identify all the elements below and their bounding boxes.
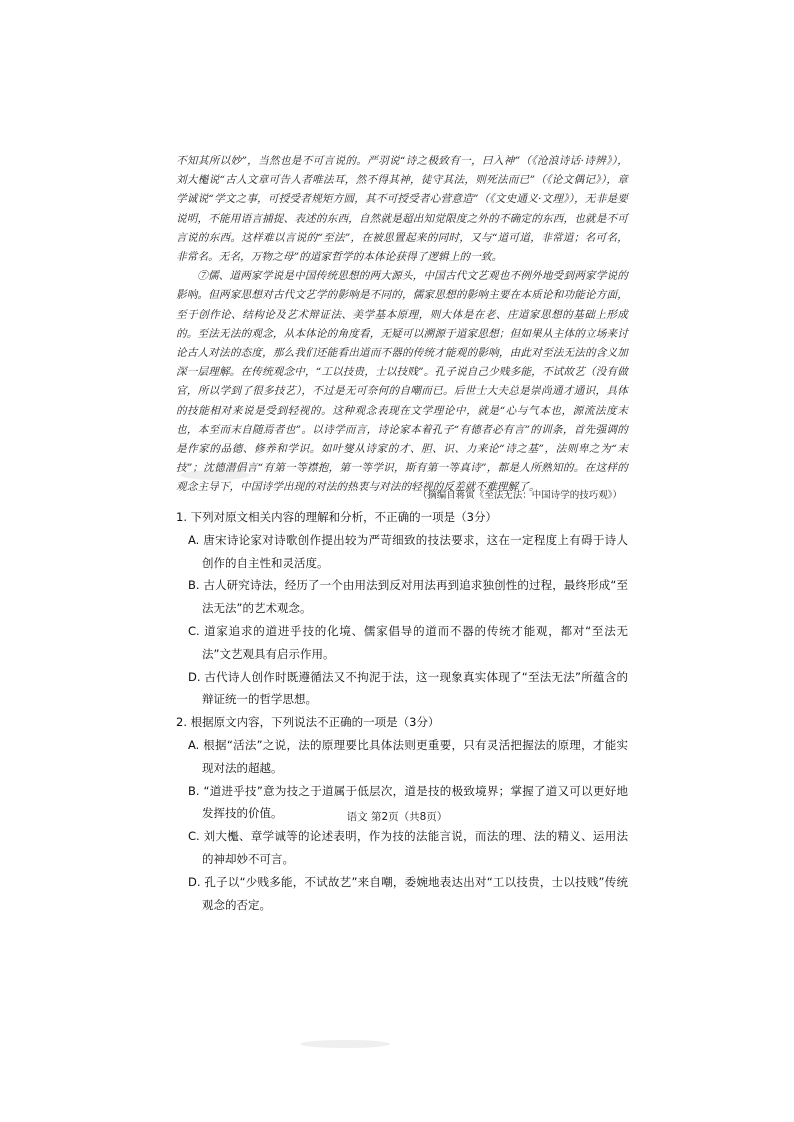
question-2-option-b: B. “道进乎技”意为技之于道属于低层次，道是技的极致境界；掌握了道又可以更好地发挥技的价值。	[188, 783, 628, 821]
question-section	[176, 506, 628, 916]
question-1-option-d: D. 古代诗人创作时既遵循法又不拘泥于法，这一现象真实体现了“至法无法”所蕴含的辩证统一的哲学思想。	[188, 669, 628, 707]
page-footer: 语文 第2页（共8页）	[346, 811, 448, 823]
reading-passage	[176, 152, 628, 498]
question-1-option-c: C. 道家追求的道进乎技的化境、儒家倡导的道而不器的传统才能观，都对“至法无法”文艺观具有启示作用。	[188, 623, 628, 661]
question-1-stem: 1. 下列对原文相关内容的理解和分析，不正确的一项是（3分）	[176, 510, 497, 524]
question-1-option-b: B. 古人研究诗法，经历了一个由用法到反对用法再到追求独创性的过程，最终形成“至法无法”的艺术观念。	[188, 578, 628, 616]
question-2-stem: 2. 根据原文内容，下列说法不正确的一项是（3分）	[176, 715, 440, 730]
question-2-option-d: D. 孔子以“少贱多能，不试故艺”来自嘲，委婉地表达出对“工以技贵，士以技贱”传统观念的否定。	[188, 874, 628, 912]
question-2-option-c: C. 刘大櫆、章学诚等的论述表明，作为技的法能言说，而法的理、法的精义、运用法的神却妙不可言。	[188, 829, 628, 866]
passage-source-citation: （摘编自蒋寅《至法无法：中国诗学的技巧观》）	[417, 490, 622, 501]
question-2-option-a: A. 根据“活法”之说，法的原理要比具体法则更重要，只有灵活把握法的原理，才能实现对法的超越。	[188, 737, 628, 775]
scan-smudge	[300, 1040, 390, 1048]
question-1-option-a: A. 唐宋诗论家对诗歌创作提出较为严苛细致的技法要求，这在一定程度上有碍于诗人创作的自主性和灵活度。	[188, 532, 628, 570]
passage-paragraph-6-continued: 不知其所以妙”，当然也是不可言说的。严羽说“诗之极致有一，曰入神”（《沧浪诗话·诗辨》），刘大櫆说“古人文章可告人者唯法耳，然不得其神，徒守其法，则死法而已”（《论文偶记》），章学诚说“学文之事，可授受者规矩方圆，其不可授受者心营意造”（《文史通义·文理》），无非是要说明，不能用语言捕捉、表述的东西，自然就是超出知觉限度之外的不确定的东西，也就是不可言说的东西。这样难以言说的“至法”，在被思置起来的同时，又与“道可道，非常道；名可名，非常名。无名，万物之母”的道家哲学的本体论获得了逻辑上的一致。	[176, 155, 628, 264]
passage-paragraph-7: ⑦儒、道两家学说是中国传统思想的两大源头，中国古代文艺观也不例外地受到两家学说的影响。但两家思想对古代文艺学的影响是不同的，儒家思想的影响主要在本质论和功能论方面，至于创作论、结构论及艺术辩证法、美学基本原理，则大体是在老、庄道家思想的基础上形成的。至法无法的观念，从本体论的角度看，无疑可以溯源于道家思想；但如果从主体的立场来讨论古人对法的态度，那么我们还能看出道而不器的传统才能观的影响，由此对至法无法的含义加深一层理解。在传统观念中，“工以技贵，士以技贱”。孔子说自己少贱多能，不试故艺（没有做官，所以学到了很多技艺），不过是无可奈何的自嘲而已。后世士大夫总是崇尚通才通识，具体的技能相对来说是受到轻视的。这种观念表现在文学理论中，就是“心与气本也，源流法度末也，本至而末自随焉者也”。以诗学而言，诗论家本着孔子“有德者必有言”的训条，首先强调的是作家的品德、修养和学识。如叶燮从诗家的才、胆、识、力来论“诗之基”，法则卑之为“末技”；沈德潜倡言“有第一等襟抱，第一等学识，斯有第一等真诗”，都是人所熟知的。在这样的观念主导下，中国诗学出现的对法的热衷与对法的轻视的反差就不难理解了。	[176, 270, 628, 494]
